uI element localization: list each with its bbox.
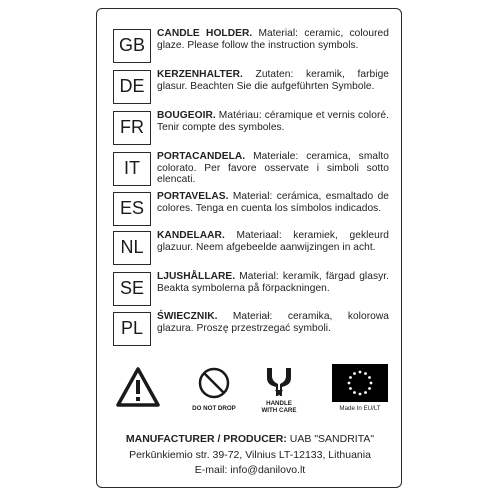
material-text: Materiale: ceramica, smalto colorato. Per favore osservate i simboli sotto elencati. bbox=[157, 151, 389, 186]
language-row bbox=[113, 192, 389, 228]
manufacturer-name: UAB "SANDRITA" bbox=[286, 433, 375, 445]
do-not-drop-label: DO NOT DROP bbox=[192, 405, 236, 412]
eu-star bbox=[364, 372, 367, 375]
product-name: BOUGEOIR. bbox=[157, 110, 216, 121]
eu-star bbox=[364, 391, 367, 394]
material-text: Matériau: céramique et vernis coloré. Tenir compte des symboles. bbox=[157, 110, 389, 133]
material-text: Zutaten: keramik, farbige glasur. Beachten Sie die aufgeführten Symbole. bbox=[157, 69, 389, 92]
material-text: Material: keramik, färgad glasyr. Beakta symbolerna på förpackningen. bbox=[157, 271, 389, 294]
language-code-box: DE bbox=[113, 70, 151, 104]
product-name: ŚWIECZNIK. bbox=[157, 311, 218, 322]
product-name: CANDLE HOLDER. bbox=[157, 28, 253, 39]
do-not-drop-icon bbox=[197, 366, 231, 400]
warning-triangle-icon bbox=[115, 366, 161, 408]
product-name: LJUSHÅLLARE. bbox=[157, 271, 236, 282]
material-text: Materiaal: keramiek, gekleurd glazuur. Neem afgebeelde aanwijzingen in acht. bbox=[157, 230, 389, 253]
language-code-box: ES bbox=[113, 192, 151, 226]
language-code-box: NL bbox=[113, 231, 151, 265]
product-name: KERZENHALTER. bbox=[157, 69, 243, 80]
language-description bbox=[157, 151, 389, 186]
eu-flag-icon bbox=[332, 364, 388, 402]
manufacturer-heading-label: MANUFACTURER / PRODUCER: bbox=[125, 433, 287, 445]
language-row bbox=[113, 111, 389, 147]
eu-star bbox=[349, 376, 352, 379]
material-text: Material: cerámica, esmaltado de colores. Tenga en cuenta los símbolos indicados. bbox=[157, 191, 389, 214]
language-row bbox=[113, 312, 389, 348]
made-in-eu-label: Made In EU/LT bbox=[339, 405, 381, 412]
language-description bbox=[157, 28, 389, 51]
language-description bbox=[157, 230, 389, 253]
product-label-card bbox=[96, 8, 402, 488]
handle-label-line1: HANDLE bbox=[266, 400, 292, 407]
eu-star bbox=[348, 382, 351, 385]
eu-star bbox=[368, 387, 371, 390]
language-description bbox=[157, 311, 389, 334]
eu-star bbox=[359, 393, 362, 396]
handle-label-line2: WITH CARE bbox=[261, 407, 297, 414]
language-description bbox=[157, 69, 389, 92]
language-row bbox=[113, 70, 389, 106]
product-name: PORTAVELAS. bbox=[157, 191, 229, 202]
eu-star bbox=[368, 376, 371, 379]
language-code-box: GB bbox=[113, 29, 151, 63]
product-name: KANDELAAR. bbox=[157, 230, 225, 241]
language-row bbox=[113, 231, 389, 267]
language-description bbox=[157, 271, 389, 294]
material-text: Material: ceramic, coloured glaze. Please follow the instruction symbols. bbox=[157, 28, 389, 51]
language-description bbox=[157, 110, 389, 133]
eu-star bbox=[349, 387, 352, 390]
manufacturer-address: Perkūnkiemio str. 39-72, Vilnius LT-12133, Lithuania bbox=[129, 449, 371, 461]
language-code-box: SE bbox=[113, 272, 151, 306]
language-row bbox=[113, 29, 389, 65]
handle-with-care-label bbox=[249, 400, 309, 414]
language-description bbox=[157, 191, 389, 214]
product-name: PORTACANDELA. bbox=[157, 151, 246, 162]
language-code-box: PL bbox=[113, 312, 151, 346]
eu-star bbox=[353, 372, 356, 375]
language-row bbox=[113, 152, 389, 188]
language-code-box: FR bbox=[113, 111, 151, 145]
symbol-row bbox=[97, 364, 403, 424]
handle-with-care-icon bbox=[264, 364, 294, 398]
language-code-box: IT bbox=[113, 152, 151, 186]
material-text: Materiał: ceramika, kolorowa glazura. Proszę przestrzegać symboli. bbox=[157, 311, 389, 334]
manufacturer-email: E-mail: info@danilovo.lt bbox=[194, 464, 306, 476]
eu-star bbox=[359, 371, 362, 374]
language-row bbox=[113, 272, 389, 308]
eu-star bbox=[353, 391, 356, 394]
manufacturer-heading bbox=[97, 433, 403, 445]
eu-star bbox=[370, 382, 373, 385]
